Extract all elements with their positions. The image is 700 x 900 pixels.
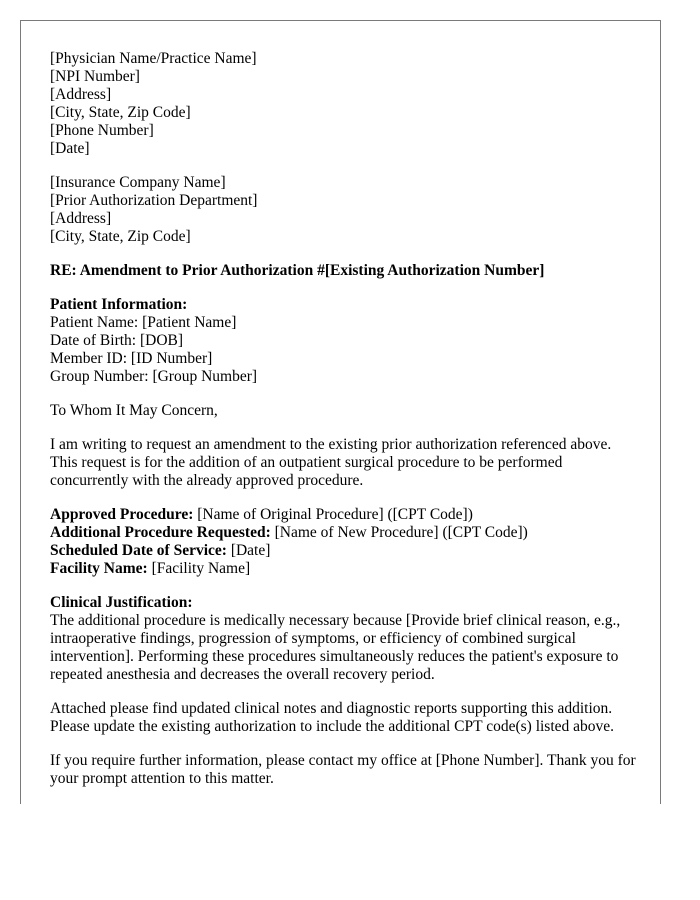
additional-procedure-row	[50, 524, 640, 542]
recipient-address: [Address]	[50, 210, 112, 227]
patient-dob: Date of Birth: [DOB]	[50, 332, 184, 349]
sender-npi: [NPI Number]	[50, 68, 140, 85]
service-date-value: [Date]	[226, 542, 271, 559]
facility-name-label: Facility Name:	[50, 560, 148, 577]
clinical-justification-text: The additional procedure is medically necessary because [Provide brief clinical reason, e.g., intraoperative findings, progression of symptoms, or efficiency of combined surgical intervention]. Performing these procedures simultaneously reduces the patient's exposure to repeated anesthesia and decreases the overall recovery period.	[50, 612, 621, 683]
approved-procedure-row	[50, 506, 640, 524]
sender-name: [Physician Name/Practice Name]	[50, 50, 257, 67]
letter-body	[50, 50, 640, 804]
procedure-details-block	[50, 506, 640, 578]
service-date-row	[50, 542, 640, 560]
recipient-city-state-zip: [City, State, Zip Code]	[50, 228, 191, 245]
sender-block	[50, 50, 640, 158]
sender-address: [Address]	[50, 86, 112, 103]
patient-info-block	[50, 296, 640, 386]
recipient-company: [Insurance Company Name]	[50, 174, 226, 191]
attachments-paragraph: Attached please find updated clinical notes and diagnostic reports supporting this addition. Please update the existing authorization to include the additional CPT code(s) listed above.	[50, 700, 615, 735]
sender-city-state-zip: [City, State, Zip Code]	[50, 104, 191, 121]
clinical-justification-block	[50, 594, 640, 684]
closing-block	[50, 752, 640, 788]
closing-paragraph: If you require further information, please contact my office at [Phone Number]. Thank you for your prompt attention to this matter.	[50, 752, 636, 787]
salutation: To Whom It May Concern,	[50, 402, 218, 419]
clinical-justification-heading: Clinical Justification:	[50, 594, 193, 611]
attachments-block	[50, 700, 640, 736]
recipient-block	[50, 174, 640, 246]
subject-block	[50, 262, 640, 280]
additional-procedure-label: Additional Procedure Requested:	[50, 524, 271, 541]
letter-date: [Date]	[50, 140, 90, 157]
service-date-label: Scheduled Date of Service:	[50, 542, 227, 559]
patient-info-heading: Patient Information:	[50, 296, 188, 313]
patient-member-id: Member ID: [ID Number]	[50, 350, 213, 367]
approved-procedure-value: [Name of Original Procedure] ([CPT Code])	[193, 506, 473, 523]
subject-line: RE: Amendment to Prior Authorization #[Existing Authorization Number]	[50, 262, 545, 279]
patient-group-number: Group Number: [Group Number]	[50, 368, 258, 385]
facility-name-row	[50, 560, 640, 578]
intro-paragraph-block	[50, 436, 640, 490]
sender-phone: [Phone Number]	[50, 122, 154, 139]
facility-name-value: [Facility Name]	[147, 560, 251, 577]
letter-page	[20, 20, 661, 804]
intro-paragraph: I am writing to request an amendment to the existing prior authorization referenced above. This request is for the addition of an outpatient surgical procedure to be performed concurrently with the already approved procedure.	[50, 436, 612, 489]
salutation-block	[50, 402, 640, 420]
additional-procedure-value: [Name of New Procedure] ([CPT Code])	[270, 524, 528, 541]
approved-procedure-label: Approved Procedure:	[50, 506, 194, 523]
patient-name: Patient Name: [Patient Name]	[50, 314, 237, 331]
recipient-department: [Prior Authorization Department]	[50, 192, 258, 209]
